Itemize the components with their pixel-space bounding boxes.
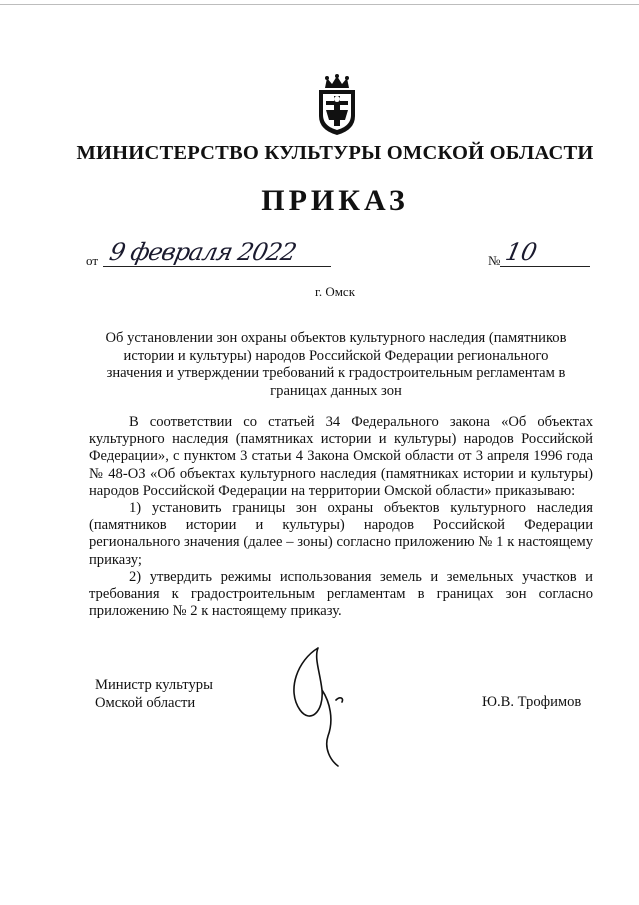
order-subject: Об установлении зон охраны объектов культурного наследия (памятников истории и культуры) народов Российской Федерации регионального значения и утверждении требований к градостроительным регламентам в границах данных зон bbox=[105, 330, 567, 399]
handwritten-number: 10 bbox=[503, 238, 540, 266]
date-underline bbox=[103, 266, 331, 267]
date-label: от bbox=[86, 253, 99, 268]
body-paragraph-item-2: 2) утвердить режимы использования земель и земельных участков и требования к градостроительным регламентам в границах зон согласно приложению № 2 к настоящему приказу. bbox=[89, 568, 593, 620]
handwritten-date: 9 февраля 2022 bbox=[107, 238, 299, 266]
signatory-name: Ю.В. Трофимов bbox=[482, 694, 582, 710]
document-type-title: ПРИКАЗ bbox=[261, 184, 409, 217]
body-paragraph-preamble: В соответствии со статьей 34 Федерального закона «Об объектах культурного наследия (памятниках истории и культуры) народов Российской Федерации», с пунктом 3 статьи 4 Закона Омской области от 3 апреля 1996 года № 48-ОЗ «Об объектах культурного наследия (памятниках истории и культуры) народов Российской Федерации на территории Омской области» приказываю: bbox=[89, 414, 593, 499]
order-body bbox=[89, 414, 593, 620]
signatory-position-line-1: Министр культуры bbox=[95, 677, 213, 693]
scan-top-edge bbox=[0, 4, 639, 5]
city: г. Омск bbox=[314, 284, 356, 299]
body-paragraph-item-1: 1) установить границы зон охраны объектов культурного наследия (памятников истории и культуры) народов Российской Федерации регионального значения (далее – зоны) согласно приложению № 1 к настоящему приказу; bbox=[89, 500, 593, 568]
handwritten-signature bbox=[278, 640, 378, 770]
signatory-position bbox=[95, 676, 213, 712]
coat-of-arms-icon bbox=[315, 74, 359, 136]
number-underline bbox=[500, 266, 590, 267]
number-label: № bbox=[488, 253, 501, 268]
signatory-position-line-2: Омской области bbox=[95, 695, 196, 711]
ministry-name: МИНИСТЕРСТВО КУЛЬТУРЫ ОМСКОЙ ОБЛАСТИ bbox=[76, 142, 594, 164]
